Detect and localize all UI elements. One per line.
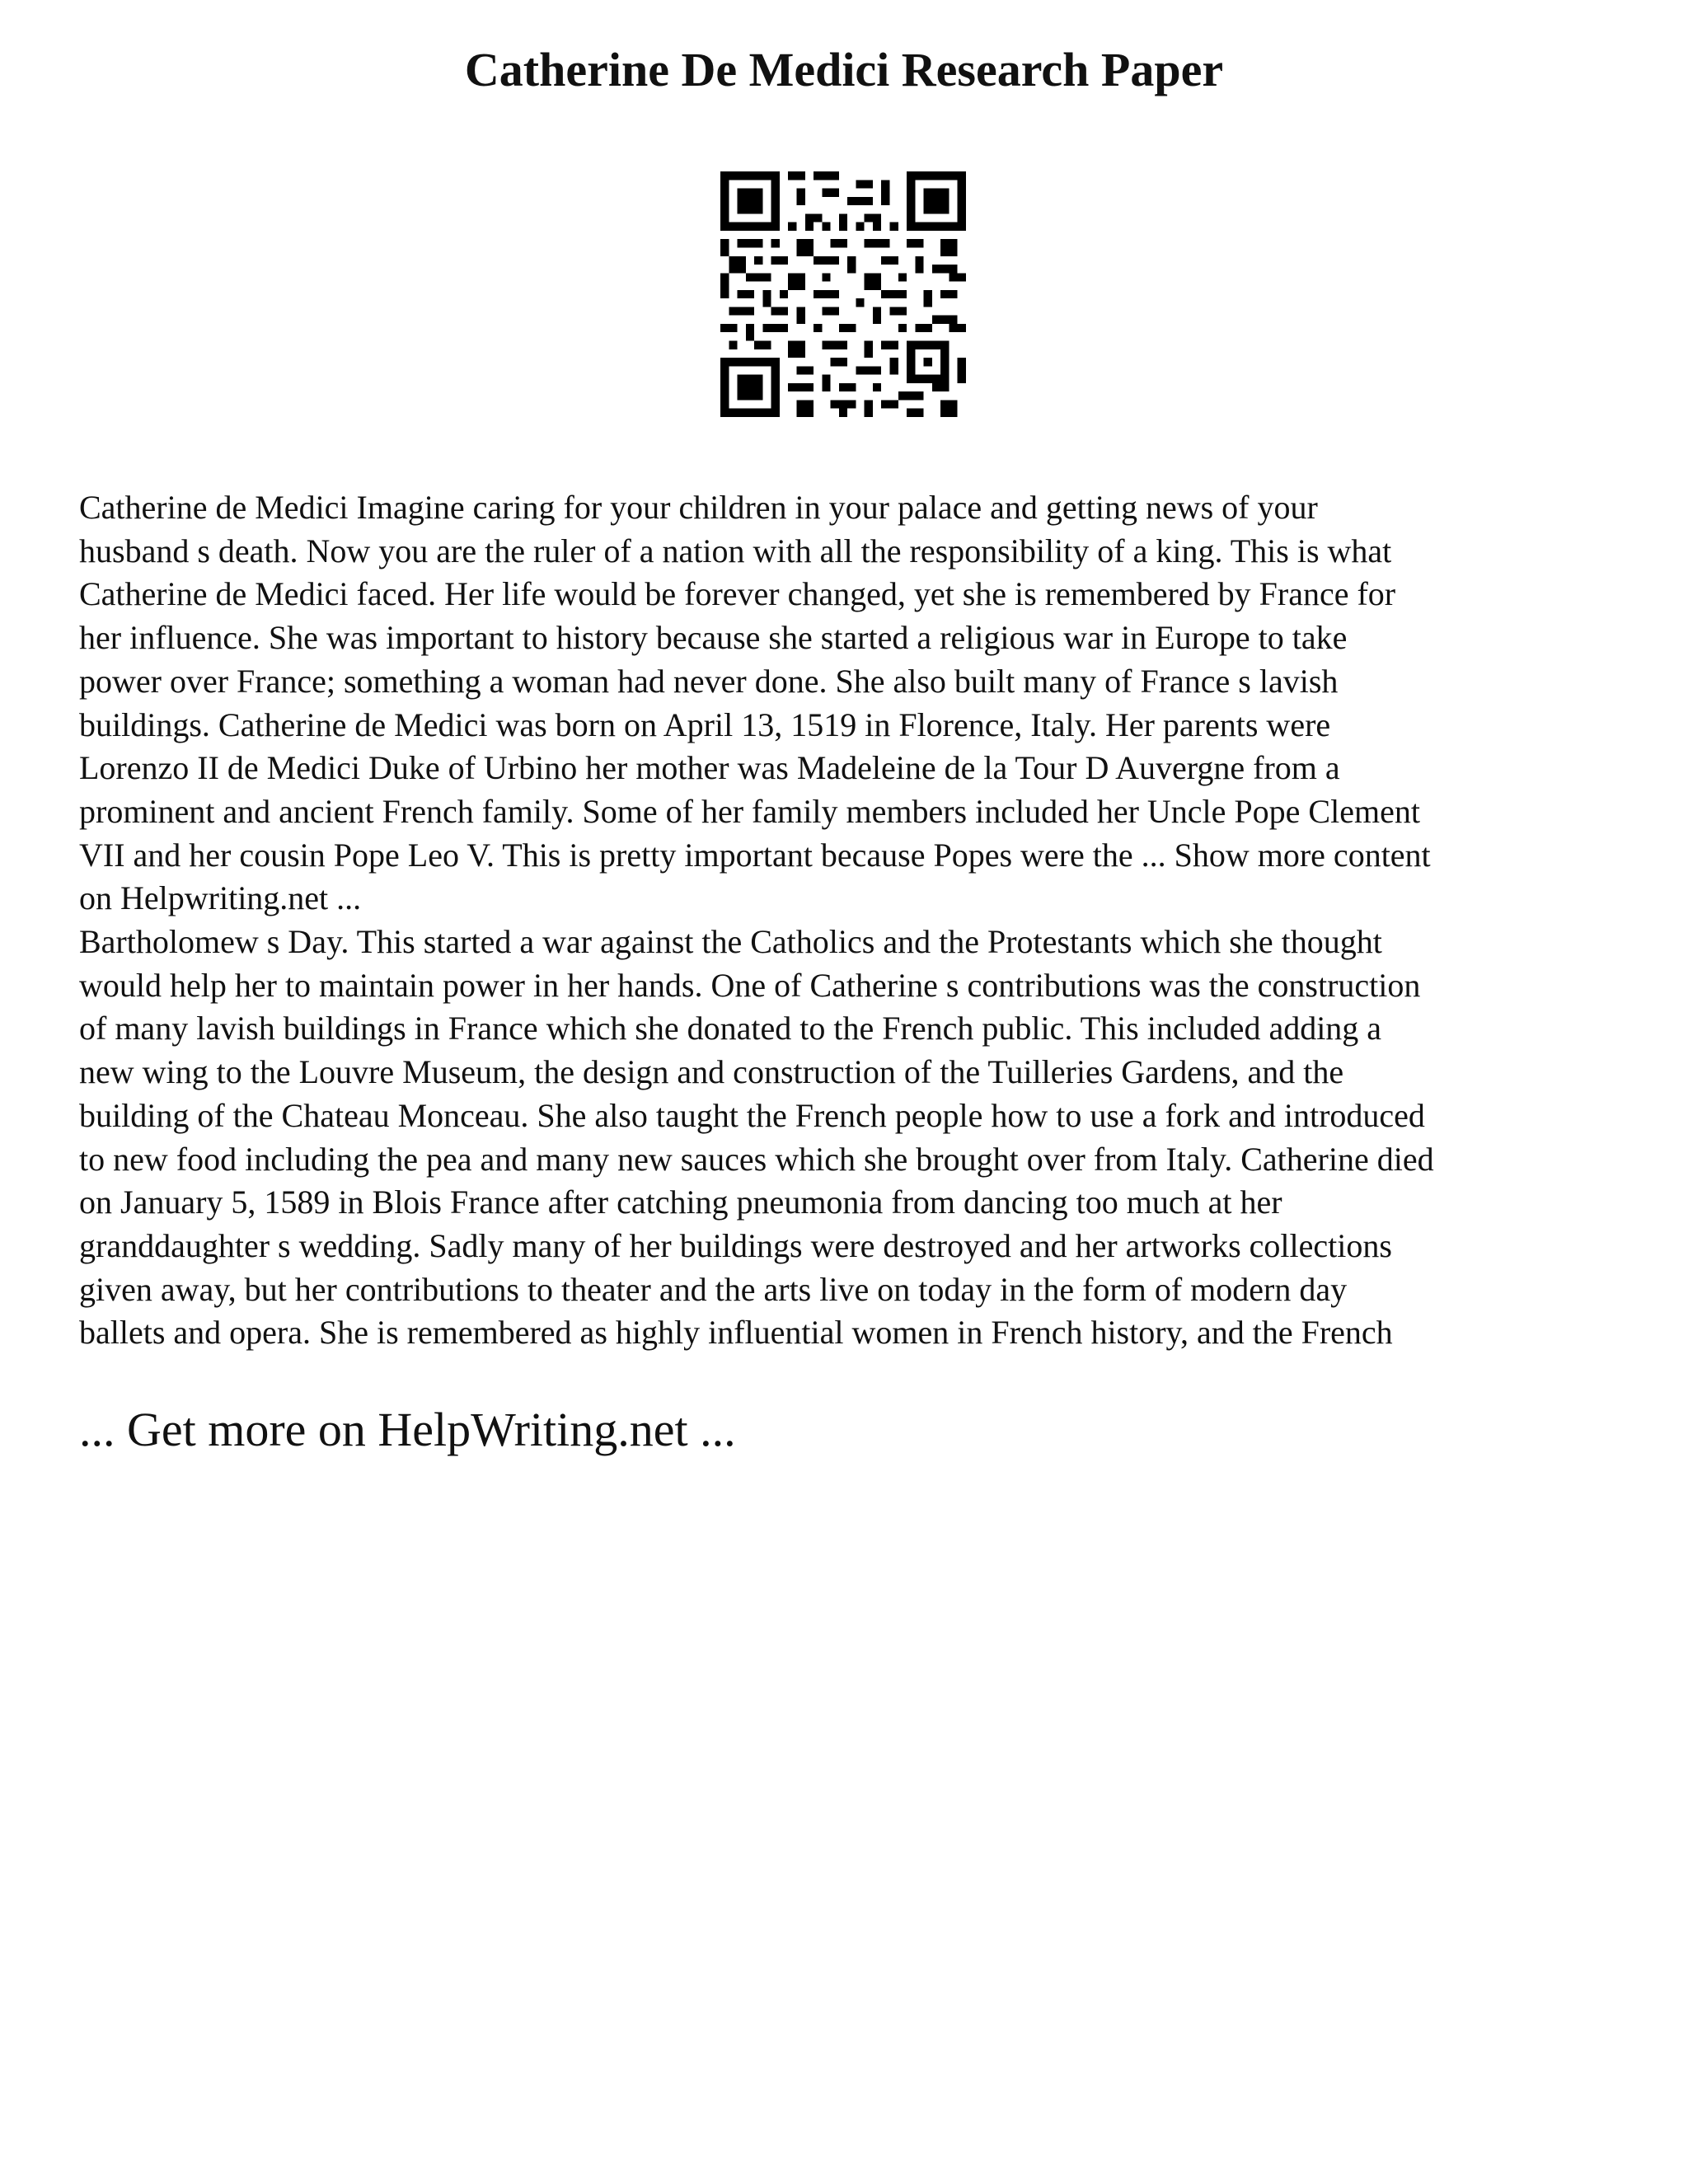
paragraph-1-line: on Helpwriting.net ... bbox=[79, 879, 362, 917]
paragraph-2-line: given away, but her contributions to theater and the arts live on today in the form of modern day bbox=[79, 1270, 1348, 1308]
paragraph-2-line: would help her to maintain power in her hands. One of Catherine s contributions was the construction bbox=[79, 966, 1421, 1004]
paragraph-1-line: Catherine de Medici faced. Her life would be forever changed, yet she is remembered by France for bbox=[79, 575, 1396, 613]
article-body bbox=[79, 486, 1629, 1355]
paragraph-1-line: husband s death. Now you are the ruler of a nation with all the responsibility of a king. This is what bbox=[79, 532, 1392, 569]
paragraph-2-line: new wing to the Louvre Museum, the design and construction of the Tuilleries Gardens, and the bbox=[79, 1053, 1344, 1091]
paragraph-2-line: ballets and opera. She is remembered as highly influential women in French history, and the French bbox=[79, 1314, 1393, 1352]
paragraph-1-line: VII and her cousin Pope Leo V. This is pretty important because Popes were the ... Show more content bbox=[79, 836, 1431, 874]
paragraph-2-line: to new food including the pea and many new sauces which she brought over from Italy. Catherine died bbox=[79, 1140, 1434, 1178]
page-title: Catherine De Medici Research Paper bbox=[464, 43, 1224, 96]
paragraph-2-line: of many lavish buildings in France which she donated to the French public. This included adding a bbox=[79, 1010, 1382, 1047]
paragraph-2-line: granddaughter s wedding. Sadly many of her buildings were destroyed and her artworks collections bbox=[79, 1226, 1392, 1264]
paragraph-1-line: her influence. She was important to history because she started a religious war in Europe to take bbox=[79, 619, 1348, 657]
get-more-link[interactable]: ... Get more on HelpWriting.net ... bbox=[79, 1403, 736, 1456]
paragraph-1-line: power over France; something a woman had never done. She also built many of France s lavish bbox=[79, 662, 1339, 700]
paragraph-1-line: Catherine de Medici Imagine caring for your children in your palace and getting news of your bbox=[79, 489, 1318, 526]
paragraph-1-line: prominent and ancient French family. Some of her family members included her Uncle Pope Clement bbox=[79, 792, 1420, 830]
paragraph-2-line: Bartholomew s Day. This started a war against the Catholics and the Protestants which she thought bbox=[79, 923, 1382, 961]
qr-code-icon bbox=[720, 171, 966, 417]
paragraph-1-line: buildings. Catherine de Medici was born on April 13, 1519 in Florence, Italy. Her parents were bbox=[79, 705, 1331, 743]
paragraph-1-line: Lorenzo II de Medici Duke of Urbino her mother was Madeleine de la Tour D Auvergne from a bbox=[79, 749, 1340, 787]
paragraph-2-line: building of the Chateau Monceau. She also taught the French people how to use a fork and introduced bbox=[79, 1096, 1425, 1134]
paragraph-2-line: on January 5, 1589 in Blois France after catching pneumonia from dancing too much at her bbox=[79, 1183, 1282, 1221]
